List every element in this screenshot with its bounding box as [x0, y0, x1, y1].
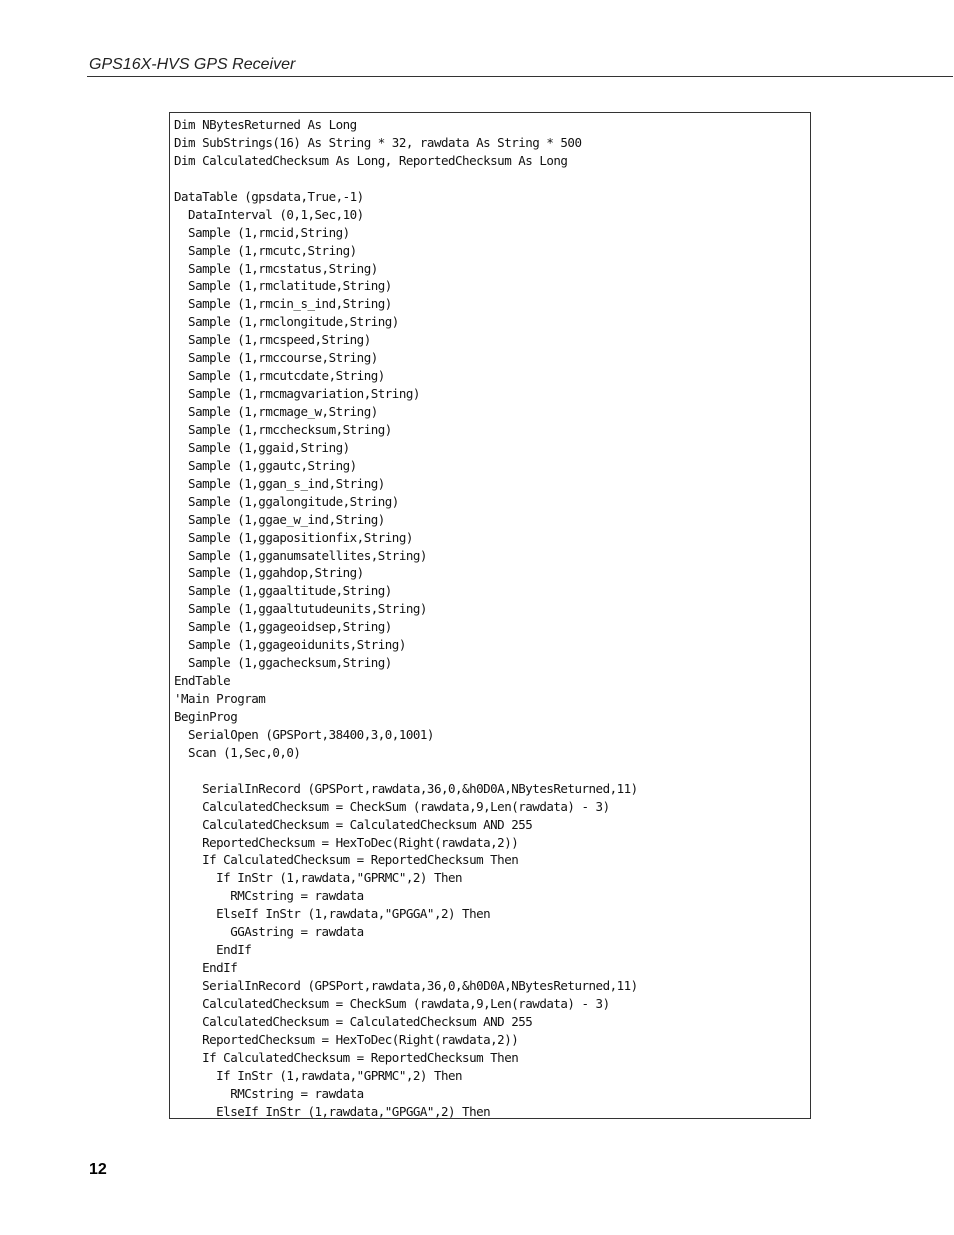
code-line: EndIf: [174, 942, 252, 958]
running-header: GPS16X-HVS GPS Receiver: [89, 56, 296, 73]
code-line: RMCstring = rawdata: [174, 1085, 364, 1101]
code-line: Sample (1,gganumsatellites,String): [174, 547, 427, 563]
code-line: Dim NBytesReturned As Long: [174, 117, 357, 132]
code-line: [174, 170, 638, 188]
code-line: GGAstring = rawdata: [174, 924, 364, 940]
code-line: CalculatedChecksum = CalculatedChecksum AND 255: [174, 816, 533, 832]
code-line: Sample (1,ggachecksum,String): [174, 655, 392, 671]
code-line: Sample (1,ggae_w_ind,String): [174, 511, 385, 527]
code-line: Sample (1,ggautc,String): [174, 457, 357, 473]
code-line: Sample (1,rmclongitude,String): [174, 314, 399, 330]
code-line: Sample (1,ggaaltutudeunits,String): [174, 601, 427, 617]
code-line: ElseIf InStr (1,rawdata,"GPGGA",2) Then: [174, 906, 491, 922]
code-line: Sample (1,ggageoidsep,String): [174, 619, 392, 635]
code-line: DataTable (gpsdata,True,-1): [174, 188, 364, 204]
code-line: Sample (1,rmcid,String): [174, 224, 350, 240]
code-line: Scan (1,Sec,0,0): [174, 744, 301, 760]
code-line: Sample (1,ggalongitude,String): [174, 493, 399, 509]
code-line: DataInterval (0,1,Sec,10): [174, 206, 364, 222]
code-line: Sample (1,ggaid,String): [174, 439, 350, 455]
code-line: Sample (1,ggaaltitude,String): [174, 583, 392, 599]
code-line: Sample (1,rmcchecksum,String): [174, 421, 392, 437]
code-line: EndTable: [174, 673, 231, 689]
code-line: Sample (1,rmcmagvariation,String): [174, 386, 420, 402]
code-line: SerialInRecord (GPSPort,rawdata,36,0,&h0D0A,NBytesReturned,11): [174, 780, 638, 796]
code-line: Dim CalculatedChecksum As Long, ReportedChecksum As Long: [174, 152, 568, 168]
page-number: 12: [89, 1161, 107, 1178]
code-line: Sample (1,rmclatitude,String): [174, 278, 392, 294]
code-line: Sample (1,rmcspeed,String): [174, 332, 371, 348]
code-line: Sample (1,rmcin_s_ind,String): [174, 296, 392, 312]
code-line: Sample (1,ggan_s_ind,String): [174, 475, 385, 491]
code-line: Sample (1,rmccourse,String): [174, 350, 378, 366]
code-line: Dim SubStrings(16) As String * 32, rawdata As String * 500: [174, 134, 582, 150]
code-line: EndIf: [174, 960, 238, 976]
code-line: If InStr (1,rawdata,"GPRMC",2) Then: [174, 870, 463, 886]
code-line: SerialInRecord (GPSPort,rawdata,36,0,&h0D0A,NBytesReturned,11): [174, 978, 638, 993]
code-line: If CalculatedChecksum = ReportedChecksum Then: [174, 852, 519, 868]
header-divider: [87, 76, 953, 77]
code-line: Sample (1,rmcstatus,String): [174, 260, 378, 276]
code-line: Sample (1,rmcutcdate,String): [174, 368, 385, 384]
code-line: BeginProg: [174, 708, 238, 724]
code-line: Sample (1,ggageoidunits,String): [174, 637, 406, 653]
code-line: SerialOpen (GPSPort,38400,3,0,1001): [174, 726, 434, 742]
code-line: Sample (1,rmcmage_w,String): [174, 404, 378, 419]
code-line: If CalculatedChecksum = ReportedChecksum Then: [174, 1049, 519, 1065]
code-line: If InStr (1,rawdata,"GPRMC",2) Then: [174, 1067, 463, 1083]
code-line: 'Main Program: [174, 691, 266, 706]
code-line: RMCstring = rawdata: [174, 888, 364, 904]
code-line: CalculatedChecksum = CheckSum (rawdata,9,Len(rawdata) - 3): [174, 798, 610, 814]
code-listing: [174, 116, 638, 1119]
code-line: Sample (1,rmcutc,String): [174, 242, 357, 258]
code-line: ReportedChecksum = HexToDec(Right(rawdata,2)): [174, 1031, 519, 1047]
code-line: CalculatedChecksum = CheckSum (rawdata,9,Len(rawdata) - 3): [174, 995, 610, 1011]
code-line: CalculatedChecksum = CalculatedChecksum AND 255: [174, 1013, 533, 1029]
code-line: [174, 762, 638, 780]
code-listing-box: [169, 112, 811, 1119]
code-line: Sample (1,ggahdop,String): [174, 565, 364, 581]
code-line: ReportedChecksum = HexToDec(Right(rawdata,2)): [174, 834, 519, 850]
code-line: Sample (1,ggapositionfix,String): [174, 529, 413, 545]
code-line: ElseIf InStr (1,rawdata,"GPGGA",2) Then: [174, 1103, 491, 1119]
